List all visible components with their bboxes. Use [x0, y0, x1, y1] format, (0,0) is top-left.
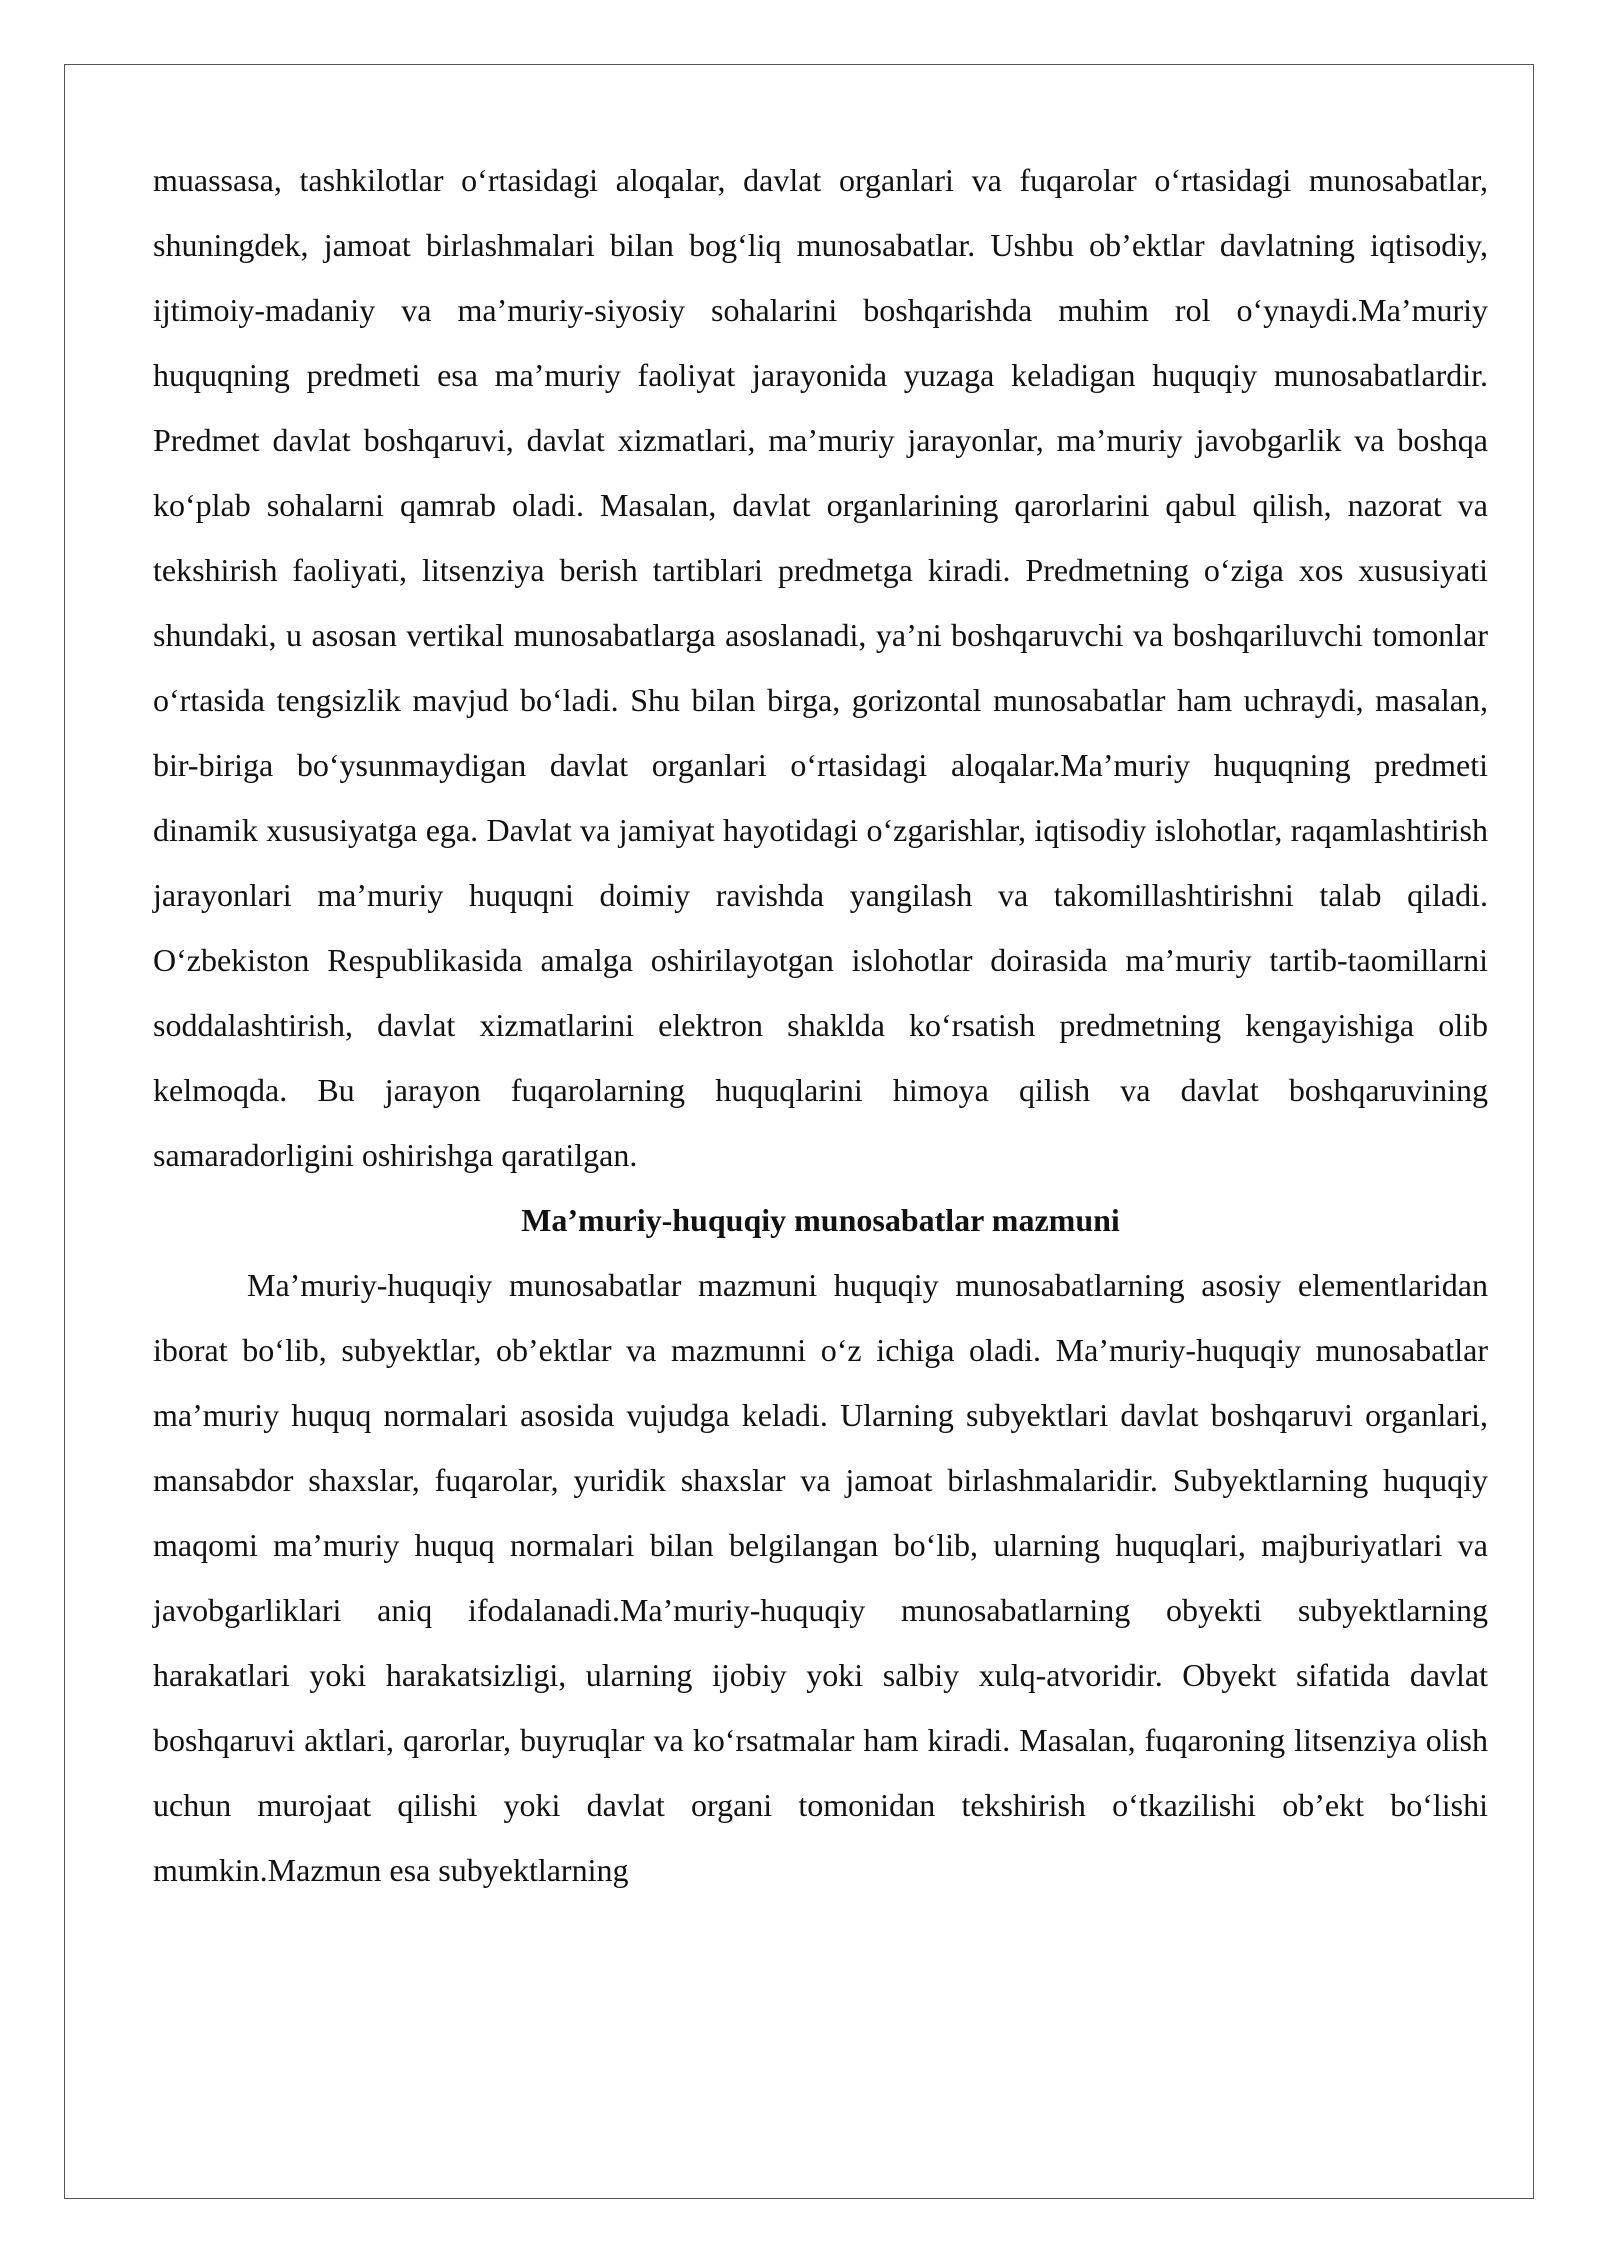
- section-heading: Ma’muriy-huquqiy munosabatlar mazmuni: [521, 1202, 1120, 1238]
- body-paragraph-1: muassasa, tashkilotlar o‘rtasidagi aloqalar, davlat organlari va fuqarolar o‘rtasidagi munosabatlar, shuningdek, jamoat birlashmalari bilan bog‘liq munosabatlar. Ushbu ob’ektlar davlatning iqtisodiy, ijtimoiy-madaniy va ma’muriy-siyosiy sohalarini boshqarishda muhim rol o‘ynaydi.Ma’muriy huquqning predmeti esa ma’muriy faoliyat jarayonida yuzaga keladigan huquqiy munosabatlardir. Predmet davlat boshqaruvi, davlat xizmatlari, ma’muriy jarayonlar, ma’muriy javobgarlik va boshqa ko‘plab sohalarni qamrab oladi. Masalan, davlat organlarining qarorlarini qabul qilish, nazorat va tekshirish faoliyati, litsenziya berish tartiblari predmetga kiradi. Predmetning o‘ziga xos xususiyati shundaki, u asosan vertikal munosabatlarga asoslanadi, ya’ni boshqaruvchi va boshqariluvchi tomonlar o‘rtasida tengsizlik mavjud bo‘ladi. Shu bilan birga, gorizontal munosabatlar ham uchraydi, masalan, bir-biriga bo‘ysunmaydigan davlat organlari o‘rtasidagi aloqalar.Ma’muriy huquqning predmeti dinamik xususiyatga ega. Davlat va jamiyat hayotidagi o‘zgarishlar, iqtisodiy islohotlar, raqamlashtirish jarayonlari ma’muriy huquqni doimiy ravishda yangilash va takomillashtirishni talab qiladi. O‘zbekiston Respublikasida amalga oshirilayotgan islohotlar doirasida ma’muriy tartib-taomillarni soddalashtirish, davlat xizmatlarini elektron shaklda ko‘rsatish predmetning kengayishiga olib kelmoqda. Bu jarayon fuqarolarning huquqlarini himoya qilish va davlat boshqaruvining samaradorligini oshirishga qaratilgan.: [153, 162, 1488, 1173]
- document-body: [153, 148, 1488, 1903]
- body-paragraph-2: Ma’muriy-huquqiy munosabatlar mazmuni huquqiy munosabatlarning asosiy elementlaridan iborat bo‘lib, subyektlar, ob’ektlar va mazmunni o‘z ichiga oladi. Ma’muriy-huquqiy munosabatlar ma’muriy huquq normalari asosida vujudga keladi. Ularning subyektlari davlat boshqaruvi organlari, mansabdor shaxslar, fuqarolar, yuridik shaxslar va jamoat birlashmalaridir. Subyektlarning huquqiy maqomi ma’muriy huquq normalari bilan belgilangan bo‘lib, ularning huquqlari, majburiyatlari va javobgarliklari aniq ifodalanadi.Ma’muriy-huquqiy munosabatlarning obyekti subyektlarning harakatlari yoki harakatsizligi, ularning ijobiy yoki salbiy xulq-atvoridir. Obyekt sifatida davlat boshqaruvi aktlari, qarorlar, buyruqlar va ko‘rsatmalar ham kiradi. Masalan, fuqaroning litsenziya olish uchun murojaat qilishi yoki davlat organi tomonidan tekshirish o‘tkazilishi ob’ekt bo‘lishi mumkin.Mazmun esa subyektlarning: [153, 1267, 1488, 1888]
